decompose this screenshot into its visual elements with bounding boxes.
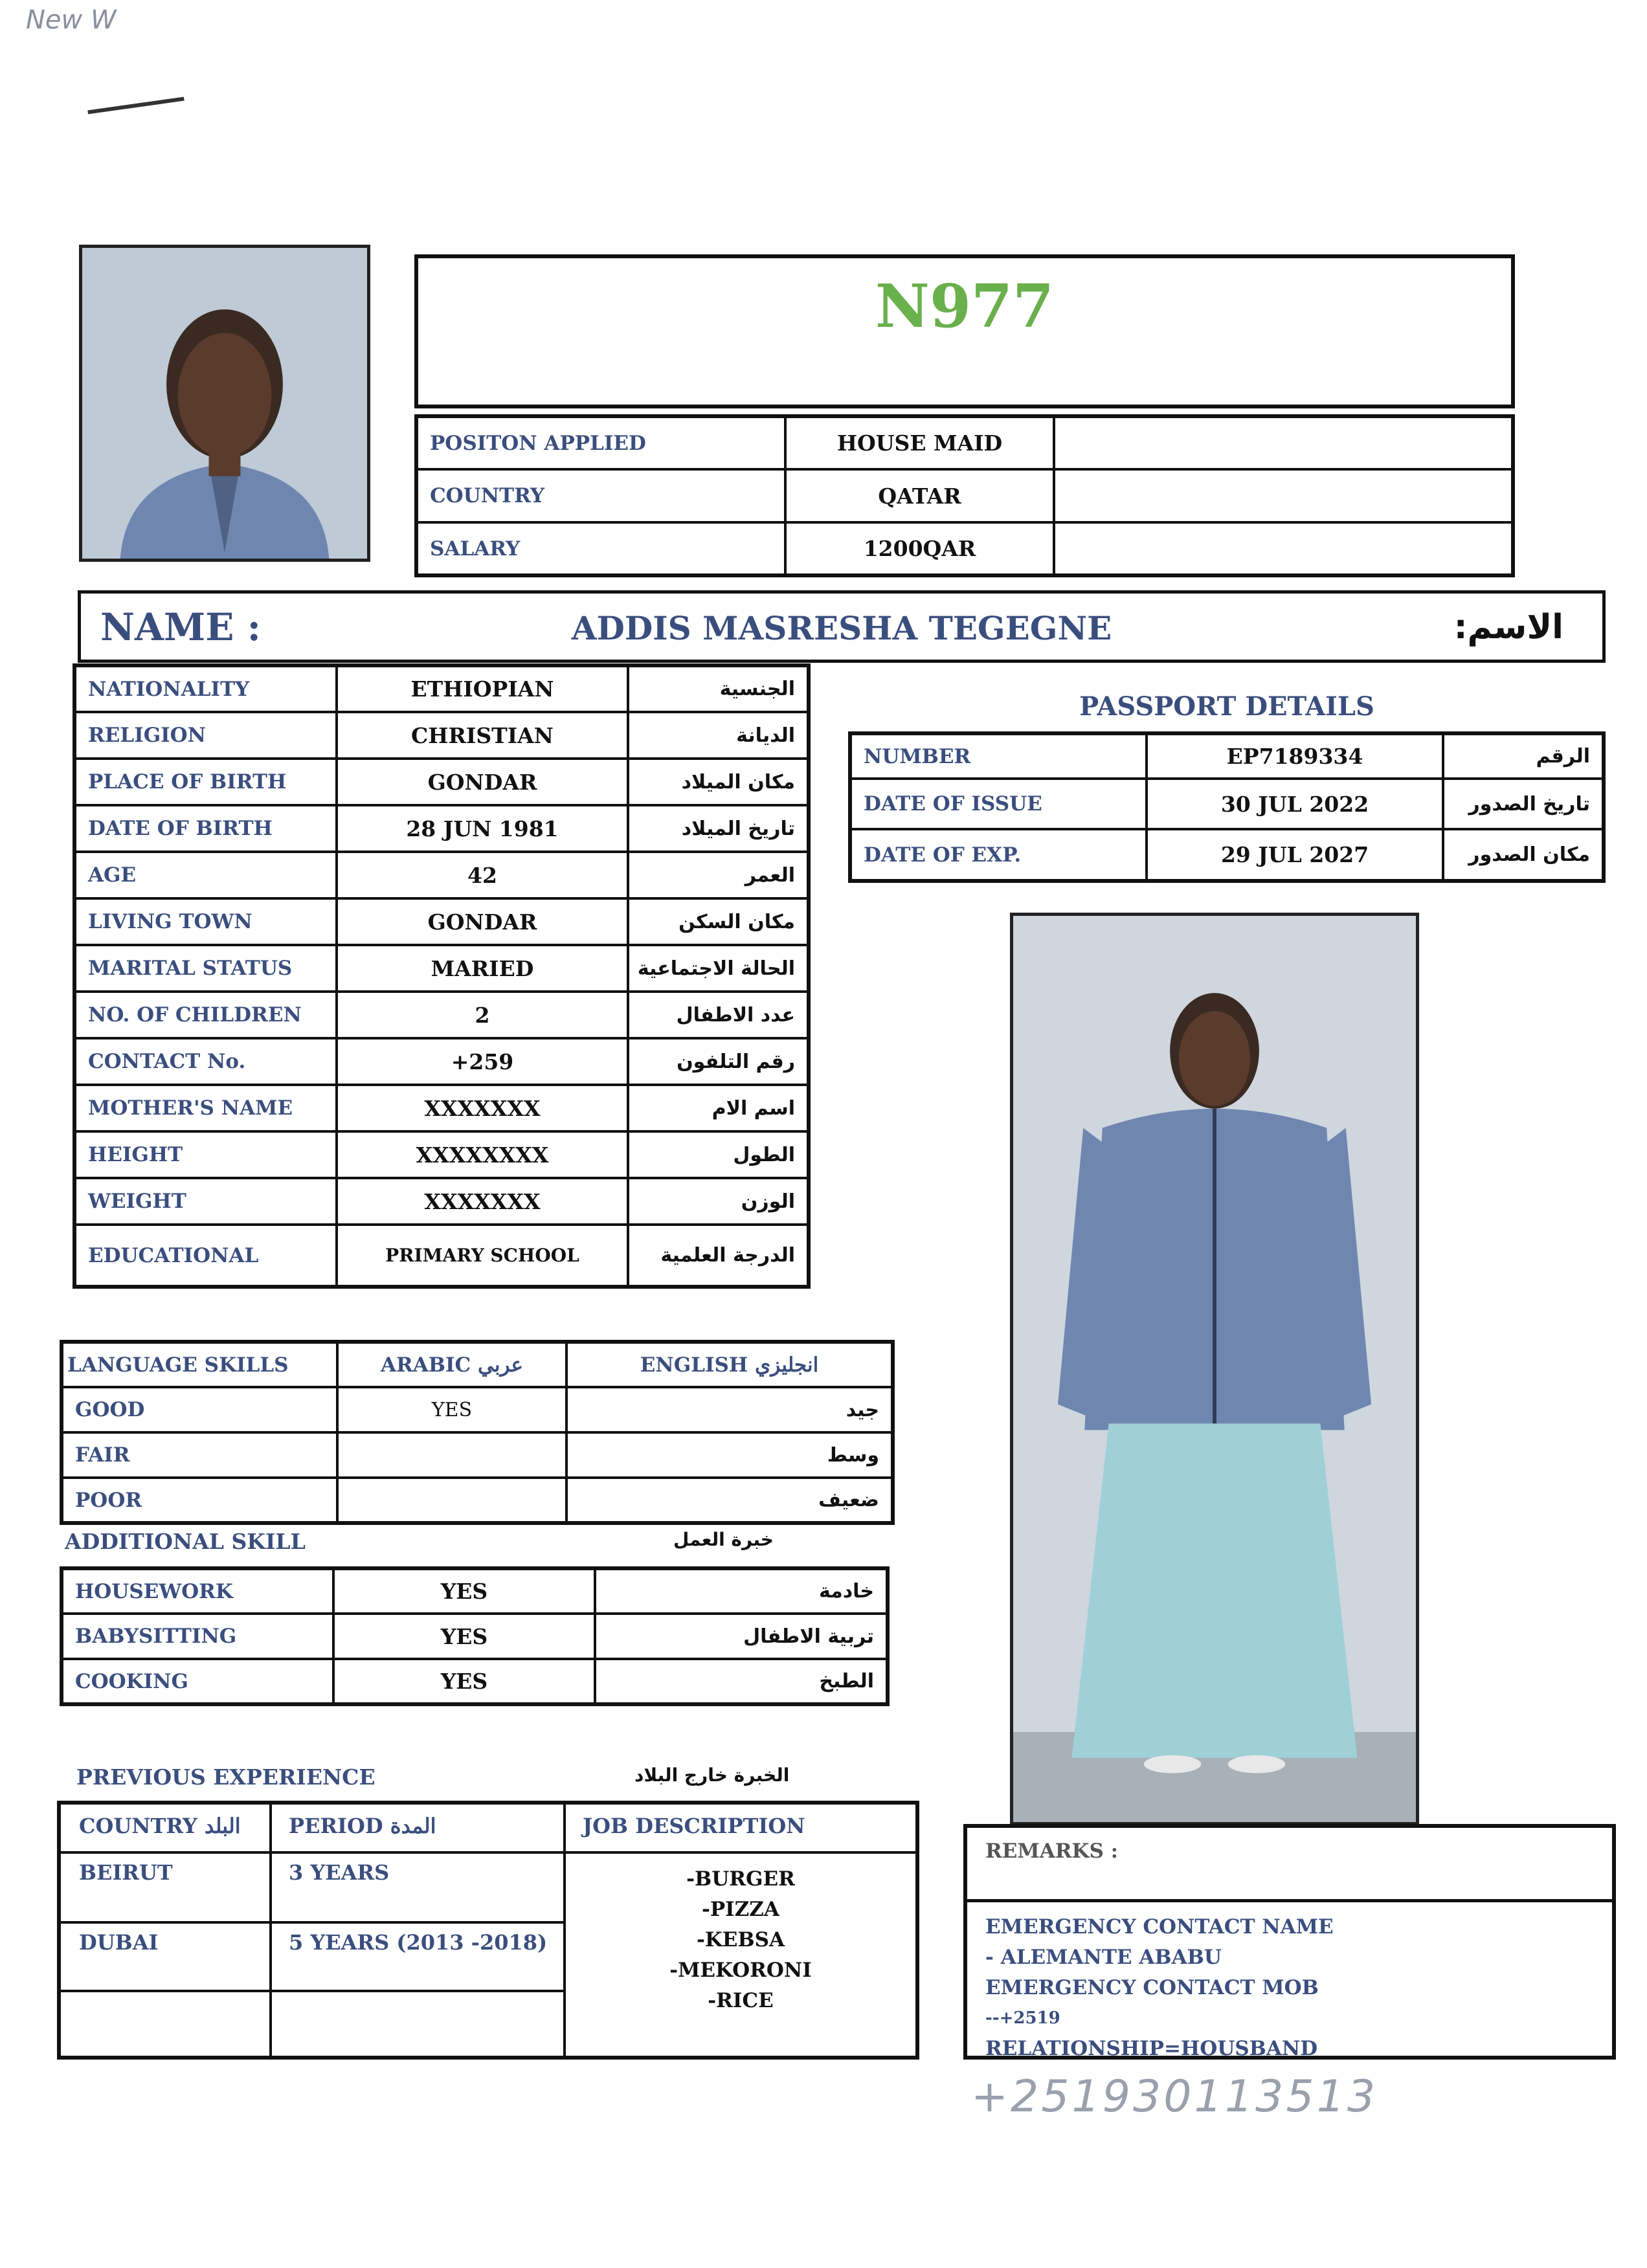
- language-skills-table: [60, 1340, 895, 1525]
- col-job-header: JOB DESCRIPTION: [583, 1814, 805, 1838]
- additional-skill-title-ar: خبرة العمل: [673, 1529, 774, 1550]
- handwritten-phone-note: +251930113513: [971, 2071, 1378, 2122]
- language-skills-label: LANGUAGE SKILLS: [62, 1342, 337, 1387]
- education-value: PRIMARY SCHOOL: [337, 1225, 628, 1287]
- personal-details-table: [73, 663, 811, 1289]
- passport-number-value: EP7189334: [1147, 733, 1443, 779]
- age-label: AGE: [74, 852, 337, 898]
- name-label-arabic: الاسم:: [1453, 608, 1563, 647]
- housework-label: HOUSEWORK: [62, 1568, 333, 1614]
- children-value: 2: [337, 992, 628, 1038]
- nationality-label-ar: الجنسية: [628, 665, 809, 712]
- additional-skill-title: ADDITIONAL SKILL: [65, 1529, 306, 1554]
- place-of-birth-value: GONDAR: [337, 759, 628, 805]
- height-label-ar: الطول: [628, 1131, 809, 1178]
- marital-status-label-ar: الحالة الاجتماعية: [628, 945, 809, 992]
- remarks-line: - ALEMANTE ABABU: [985, 1946, 1222, 1969]
- poor-label: POOR: [62, 1478, 337, 1523]
- exp-country: BEIRUT: [79, 1860, 173, 1885]
- col-country-header: COUNTRY البلد: [79, 1814, 241, 1838]
- date-of-birth-value: 28 JUN 1981: [337, 805, 628, 852]
- babysitting-value: YES: [333, 1614, 595, 1659]
- place-of-birth-label: PLACE OF BIRTH: [74, 759, 337, 805]
- poor-arabic-value: [337, 1478, 566, 1523]
- contact-value: +259: [337, 1038, 628, 1085]
- weight-value: XXXXXXX: [337, 1178, 628, 1225]
- remarks-line: EMERGENCY CONTACT MOB: [985, 1976, 1319, 1999]
- job-item: -KEBSA: [696, 1928, 785, 1951]
- living-town-label-ar: مكان السكن: [628, 898, 809, 945]
- remarks-box: [963, 1824, 1616, 2060]
- children-label-ar: عدد الاطفال: [628, 992, 809, 1038]
- age-value: 42: [337, 852, 628, 898]
- poor-label-ar: ضعيف: [566, 1478, 893, 1523]
- headshot-photo: [79, 245, 370, 562]
- fair-label-ar: وسط: [566, 1432, 893, 1478]
- education-label-ar: الدرجة العلمية: [628, 1225, 809, 1287]
- pen-mark: [87, 97, 184, 115]
- nationality-label: NATIONALITY: [74, 665, 337, 712]
- issue-date-value: 30 JUL 2022: [1147, 779, 1443, 829]
- position-table: [414, 414, 1515, 577]
- issue-date-label: DATE OF ISSUE: [850, 779, 1147, 829]
- weight-label: WEIGHT: [74, 1178, 337, 1225]
- expiry-date-label-ar: مكان الصدور: [1443, 829, 1604, 881]
- babysitting-label-ar: تربية الاطفال: [595, 1614, 888, 1659]
- col-period-header: PERIOD المدة: [289, 1814, 436, 1838]
- weight-label-ar: الوزن: [628, 1178, 809, 1225]
- education-label: EDUCATIONAL: [74, 1225, 337, 1287]
- country-label: COUNTRY: [416, 469, 785, 522]
- contact-label-ar: رقم التلفون: [628, 1038, 809, 1085]
- country-value: QATAR: [785, 469, 1054, 522]
- remarks-line: RELATIONSHIP=HOUSBAND: [985, 2037, 1318, 2060]
- living-town-value: GONDAR: [337, 898, 628, 945]
- good-label: GOOD: [62, 1387, 337, 1432]
- place-of-birth-label-ar: مكان الميلاد: [628, 759, 809, 805]
- religion-label-ar: الديانة: [628, 712, 809, 759]
- divider: [61, 1921, 565, 1924]
- expiry-date-label: DATE OF EXP.: [850, 829, 1147, 881]
- divider: [61, 1990, 565, 1992]
- exp-country: DUBAI: [79, 1930, 159, 1955]
- cooking-label-ar: الطبخ: [595, 1659, 888, 1704]
- age-label-ar: العمر: [628, 852, 809, 898]
- nationality-value: ETHIOPIAN: [337, 665, 628, 712]
- housework-label-ar: خادمة: [595, 1568, 888, 1614]
- name-bar: [78, 590, 1606, 663]
- name-label: NAME :: [100, 605, 262, 649]
- height-value: XXXXXXXX: [337, 1131, 628, 1178]
- passport-number-label: NUMBER: [850, 733, 1147, 779]
- cooking-value: YES: [333, 1659, 595, 1704]
- religion-label: RELIGION: [74, 712, 337, 759]
- ref-code-box: [414, 254, 1515, 408]
- expiry-date-value: 29 JUL 2027: [1147, 829, 1443, 881]
- additional-skill-table: [60, 1566, 890, 1706]
- job-description-list: [566, 1864, 915, 2016]
- living-town-label: LIVING TOWN: [74, 898, 337, 945]
- height-label: HEIGHT: [74, 1131, 337, 1178]
- religion-value: CHRISTIAN: [337, 712, 628, 759]
- applicant-name: ADDIS MASRESHA TEGEGNE: [571, 609, 1112, 647]
- salary-label: SALARY: [416, 522, 785, 575]
- divider: [269, 1805, 272, 2056]
- remarks-line: EMERGENCY CONTACT NAME: [985, 1915, 1334, 1939]
- date-of-birth-label: DATE OF BIRTH: [74, 805, 337, 852]
- job-item: -PIZZA: [702, 1898, 779, 1921]
- remarks-content: [985, 1912, 1334, 2064]
- passport-title: PASSPORT DETAILS: [1079, 691, 1374, 722]
- experience-title-ar: الخبرة خارج البلاد: [634, 1764, 790, 1786]
- handwritten-corner-note: New W: [26, 5, 117, 35]
- position-value: HOUSE MAID: [785, 416, 1054, 469]
- children-label: NO. OF CHILDREN: [74, 992, 337, 1038]
- contact-label: CONTACT No.: [74, 1038, 337, 1085]
- job-item: -BURGER: [686, 1867, 795, 1891]
- experience-table: [57, 1801, 919, 2060]
- marital-status-value: MARIED: [337, 945, 628, 992]
- english-column-header: ENGLISH انجليزي: [566, 1342, 893, 1387]
- job-item: -MEKORONI: [669, 1959, 812, 1982]
- job-item: -RICE: [708, 1989, 774, 2012]
- mothers-name-label: MOTHER'S NAME: [74, 1085, 337, 1131]
- divider: [967, 1899, 1612, 1902]
- babysitting-label: BABYSITTING: [62, 1614, 333, 1659]
- passport-table: [848, 731, 1606, 883]
- exp-period: 5 YEARS (2013 -2018): [289, 1930, 548, 1955]
- exp-period: 3 YEARS: [289, 1860, 390, 1885]
- arabic-column-header: ARABIC عربي: [337, 1342, 566, 1387]
- remarks-label: REMARKS :: [985, 1840, 1119, 1863]
- issue-date-label-ar: تاريخ الصدور: [1443, 779, 1604, 829]
- housework-value: YES: [333, 1568, 595, 1614]
- salary-value: 1200QAR: [785, 522, 1054, 575]
- marital-status-label: MARITAL STATUS: [74, 945, 337, 992]
- good-arabic-value: YES: [337, 1387, 566, 1432]
- remarks-line: --+2519: [985, 2008, 1060, 2028]
- fair-label: FAIR: [62, 1432, 337, 1478]
- date-of-birth-label-ar: تاريخ الميلاد: [628, 805, 809, 852]
- passport-number-label-ar: الرقم: [1443, 733, 1604, 779]
- cooking-label: COOKING: [62, 1659, 333, 1704]
- full-body-photo: [1010, 913, 1419, 1825]
- position-label: POSITON APPLIED: [416, 416, 785, 469]
- mothers-name-value: XXXXXXX: [337, 1085, 628, 1131]
- experience-title: PREVIOUS EXPERIENCE: [76, 1764, 375, 1790]
- ref-code: N977: [875, 271, 1055, 341]
- mothers-name-label-ar: اسم الام: [628, 1085, 809, 1131]
- fair-arabic-value: [337, 1432, 566, 1478]
- divider: [61, 1851, 915, 1854]
- good-label-ar: جيد: [566, 1387, 893, 1432]
